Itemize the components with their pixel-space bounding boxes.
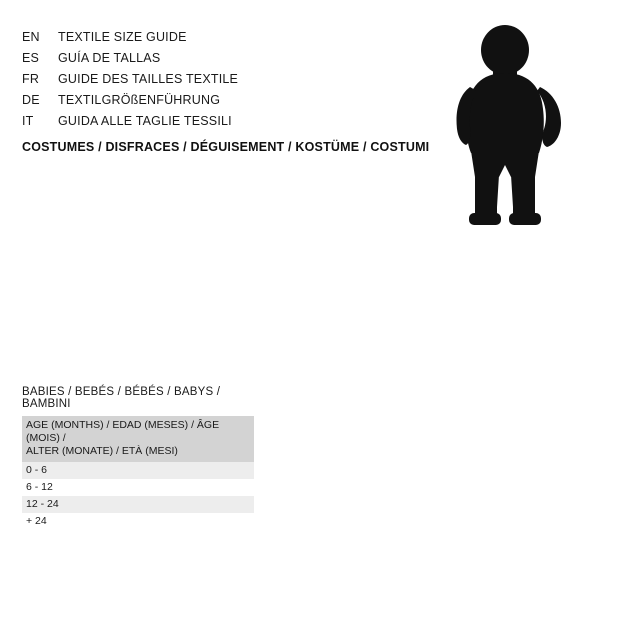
header-line-1: AGE (MONTHS) / EDAD (MESES) / ÂGE (MOIS) / <box>26 419 220 444</box>
language-row-fr <box>22 72 442 93</box>
size-table-block <box>22 386 254 530</box>
language-code: FR <box>22 72 40 86</box>
language-title: TEXTILGRÖßENFÜHRUNG <box>58 93 221 107</box>
age-value: 12 - 24 <box>22 496 254 513</box>
age-value: 0 - 6 <box>22 462 254 479</box>
language-title: GUIDA ALLE TAGLIE TESSILI <box>58 114 232 128</box>
table-row <box>22 462 254 479</box>
baby-silhouette-icon <box>445 25 575 230</box>
table-caption: BABIES / BEBÉS / BÉBÉS / BABYS / BAMBINI <box>22 386 221 410</box>
table-header-cell <box>22 416 254 462</box>
table-row <box>22 479 254 496</box>
language-title: GUÍA DE TALLAS <box>58 51 161 65</box>
table-header-row <box>22 416 254 462</box>
language-code: ES <box>22 51 40 65</box>
age-value: 6 - 12 <box>22 479 254 496</box>
language-list <box>22 30 442 135</box>
table-row <box>22 496 254 513</box>
language-code: DE <box>22 93 40 107</box>
language-code: IT <box>22 114 34 128</box>
size-table <box>22 416 254 530</box>
header-line-2: ALTER (MONATE) / ETÀ (MESI) <box>26 445 178 457</box>
language-title: GUIDE DES TAILLES TEXTILE <box>58 72 239 86</box>
language-title: TEXTILE SIZE GUIDE <box>58 30 187 44</box>
language-row-en <box>22 30 442 51</box>
language-row-it <box>22 114 442 135</box>
costumes-heading: COSTUMES / DISFRACES / DÉGUISEMENT / KOSTÜME / COSTUMI <box>22 140 430 154</box>
language-row-es <box>22 51 442 72</box>
table-row <box>22 513 254 530</box>
language-code: EN <box>22 30 40 44</box>
language-row-de <box>22 93 442 114</box>
age-value: + 24 <box>22 513 254 530</box>
